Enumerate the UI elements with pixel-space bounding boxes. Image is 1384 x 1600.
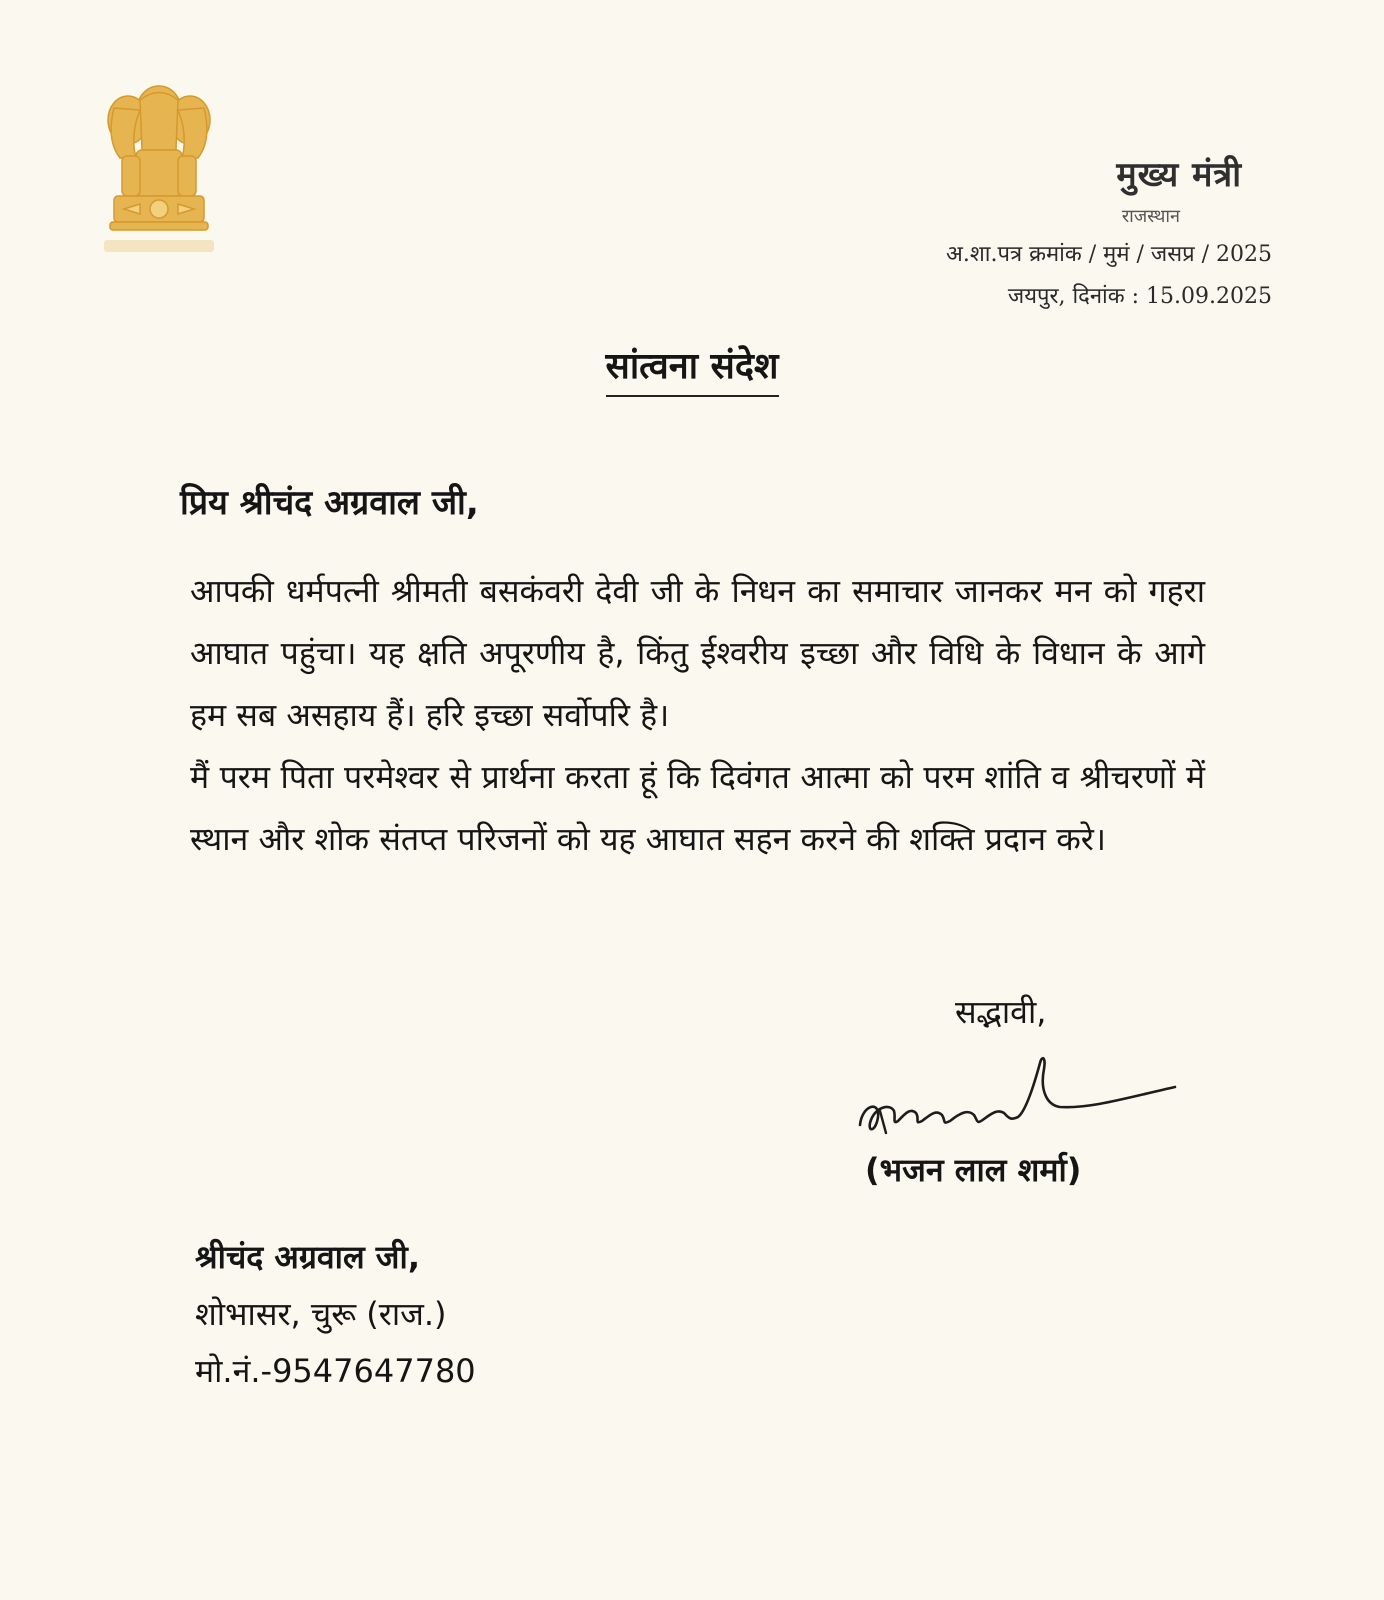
closing-phrase: सद्भावी, xyxy=(955,993,1047,1031)
letter-body xyxy=(190,560,1205,870)
designation-title: मुख्य मंत्री xyxy=(1116,155,1242,195)
addressee-name: श्रीचंद अग्रवाल जी, xyxy=(195,1238,420,1276)
addressee-place: शोभासर, चुरू (राज.) xyxy=(195,1295,447,1333)
handwritten-signature-icon xyxy=(850,1045,1180,1145)
letterhead-office-block xyxy=(832,150,1272,310)
body-paragraph-1: आपकी धर्मपत्नी श्रीमती बसकंवरी देवी जी के निधन का समाचार जानकर मन को गहरा आघात पहुंचा। यह क्षति अपूरणीय है, किंतु ईश्वरीय इच्छा और विधि के विधान के आगे हम सब असहाय हैं। हरि इच्छा सर्वोपरि है। xyxy=(190,572,1205,734)
subject-heading-wrapper xyxy=(0,340,1384,397)
addressee-block xyxy=(195,1235,476,1392)
reference-number: अ.शा.पत्र क्रमांक / मुमं / जसप्र / 2025 xyxy=(946,242,1272,267)
state-name: राजस्थान xyxy=(1121,206,1180,227)
state-emblem-icon xyxy=(100,80,218,265)
letter-date: जयपुर, दिनांक : 15.09.2025 xyxy=(1007,284,1272,309)
addressee-mobile: मो.नं.-9547647780 xyxy=(195,1352,476,1390)
salutation: प्रिय श्रीचंद अग्रवाल जी, xyxy=(180,483,479,523)
body-paragraph-2: मैं परम पिता परमेश्वर से प्रार्थना करता हूं कि दिवंगत आत्मा को परम शांति व श्रीचरणों में स्थान और शोक संतप्त परिजनों को यह आघात सहन करने की शक्ति प्रदान करे। xyxy=(190,758,1205,858)
subject-heading: सांत्वना संदेश xyxy=(606,340,779,397)
signer-name: (भजन लाल शर्मा) xyxy=(865,1151,1082,1189)
